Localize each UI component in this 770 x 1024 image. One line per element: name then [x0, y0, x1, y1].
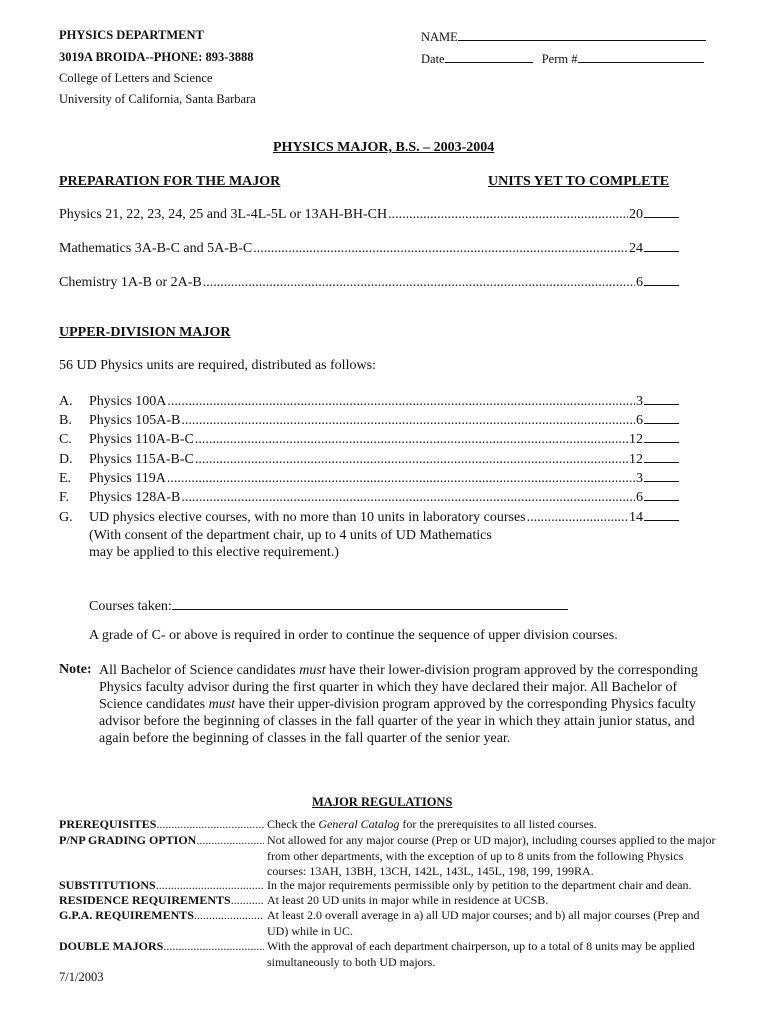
prep-row-math: Mathematics 3A-B-C and 5A-B-C ..... 24 — [59, 241, 679, 257]
elective-note-line-1: (With consent of the department chair, up to 4 units of UD Mathematics — [89, 528, 492, 543]
reg-prerequisites: PREREQUISITES ..... Check the General Catalog for the prerequisites to all listed courses. — [59, 817, 717, 833]
courses-taken-label: Courses taken: — [89, 599, 172, 614]
elective-note-line-2: may be applied to this elective requirement.) — [89, 545, 339, 560]
ud-letter-g: G. — [59, 510, 73, 525]
ud-row-c: Physics 110A-B-C ..... 12 — [89, 432, 679, 448]
reg-residence: RESIDENCE REQUIREMENTS ..... At least 20 UD units in major while in residence at UCSB. — [59, 893, 717, 909]
upper-heading: UPPER-DIVISION MAJOR — [59, 325, 231, 340]
name-field[interactable] — [421, 28, 706, 45]
ud-letter-a: A. — [59, 394, 73, 409]
ud-row-e: Physics 119A ..... 3 — [89, 471, 679, 487]
name-label: NAME — [421, 30, 458, 44]
courses-taken-field[interactable] — [89, 596, 568, 615]
units-heading: UNITS YET TO COMPLETE — [488, 174, 670, 189]
ud-letter-f: F. — [59, 490, 70, 505]
prep-heading: PREPARATION FOR THE MAJOR — [59, 174, 281, 189]
ud-row-d: Physics 115A-B-C ..... 12 — [89, 452, 679, 468]
ud-row-b: Physics 105A-B ..... 6 — [89, 413, 679, 429]
date-perm-field[interactable] — [421, 50, 704, 67]
page-title: PHYSICS MAJOR, B.S. – 2003-2004 — [273, 140, 495, 155]
college-name: College of Letters and Science — [59, 71, 213, 85]
reg-double-majors: DOUBLE MAJORS ..... With the approval of each department chairperson, up to a total of 8 units may be applied simultaneously to both UD majors. — [59, 939, 717, 970]
ud-row-a: Physics 100A ..... 3 — [89, 394, 679, 410]
reg-substitutions: SUBSTITUTIONS ..... In the major requirements permissible only by petition to the department chair and dean. — [59, 878, 717, 894]
note-text: All Bachelor of Science candidates must have their lower-division program approved by the corresponding Physics faculty advisor during the first quarter in which they have declared their major. All Bachelor of Science candidates must have their upper-division program approved by the corresponding Physics faculty advisor before the beginning of classes in the fall quarter of the year in which they attain junior status, and again before the beginning of classes in the fall quarter of the senior year. — [99, 663, 698, 746]
regulations-heading: MAJOR REGULATIONS — [312, 795, 453, 809]
ud-row-g: UD physics elective courses, with no more than 10 units in laboratory courses ..... 14 — [89, 510, 679, 526]
name-line — [458, 28, 706, 41]
prep-row-physics: Physics 21, 22, 23, 24, 25 and 3L-4L-5L or 13AH-BH-CH ..... 20 — [59, 207, 679, 223]
ud-letter-c: C. — [59, 432, 72, 447]
courses-taken-line — [172, 596, 568, 610]
note-label: Note: — [59, 662, 92, 677]
university-name: University of California, Santa Barbara — [59, 92, 256, 106]
ud-row-f: Physics 128A-B ..... 6 — [89, 490, 679, 506]
perm-label: Perm # — [541, 52, 578, 66]
upper-intro: 56 UD Physics units are required, distributed as follows: — [59, 358, 376, 373]
reg-pnp-grading: P/NP GRADING OPTION ..... Not allowed for any major course (Prep or UD major), including courses applied to the major from other departments, with the exception of up to 8 units from the following Physics courses: 13AH, 13BH, 13CH, 142L, 143L, 145L, 198, 199, 199RA. — [59, 833, 717, 880]
department-name: PHYSICS DEPARTMENT — [59, 28, 204, 42]
footer-date: 7/1/2003 — [59, 970, 104, 984]
ud-letter-d: D. — [59, 452, 73, 467]
prep-row-chem: Chemistry 1A-B or 2A-B ..... 6 — [59, 275, 679, 291]
grade-requirement: A grade of C- or above is required in order to continue the sequence of upper division courses. — [89, 628, 618, 643]
date-label: Date — [421, 52, 445, 66]
department-address: 3019A BROIDA--PHONE: 893-3888 — [59, 50, 254, 64]
date-line — [445, 50, 533, 63]
perm-line — [578, 50, 704, 63]
ud-letter-b: B. — [59, 413, 72, 428]
reg-gpa: G.P.A. REQUIREMENTS ..... At least 2.0 overall average in a) all UD major courses; and b) all major courses (Prep and UD) while in UC. — [59, 908, 717, 939]
ud-letter-e: E. — [59, 471, 72, 486]
